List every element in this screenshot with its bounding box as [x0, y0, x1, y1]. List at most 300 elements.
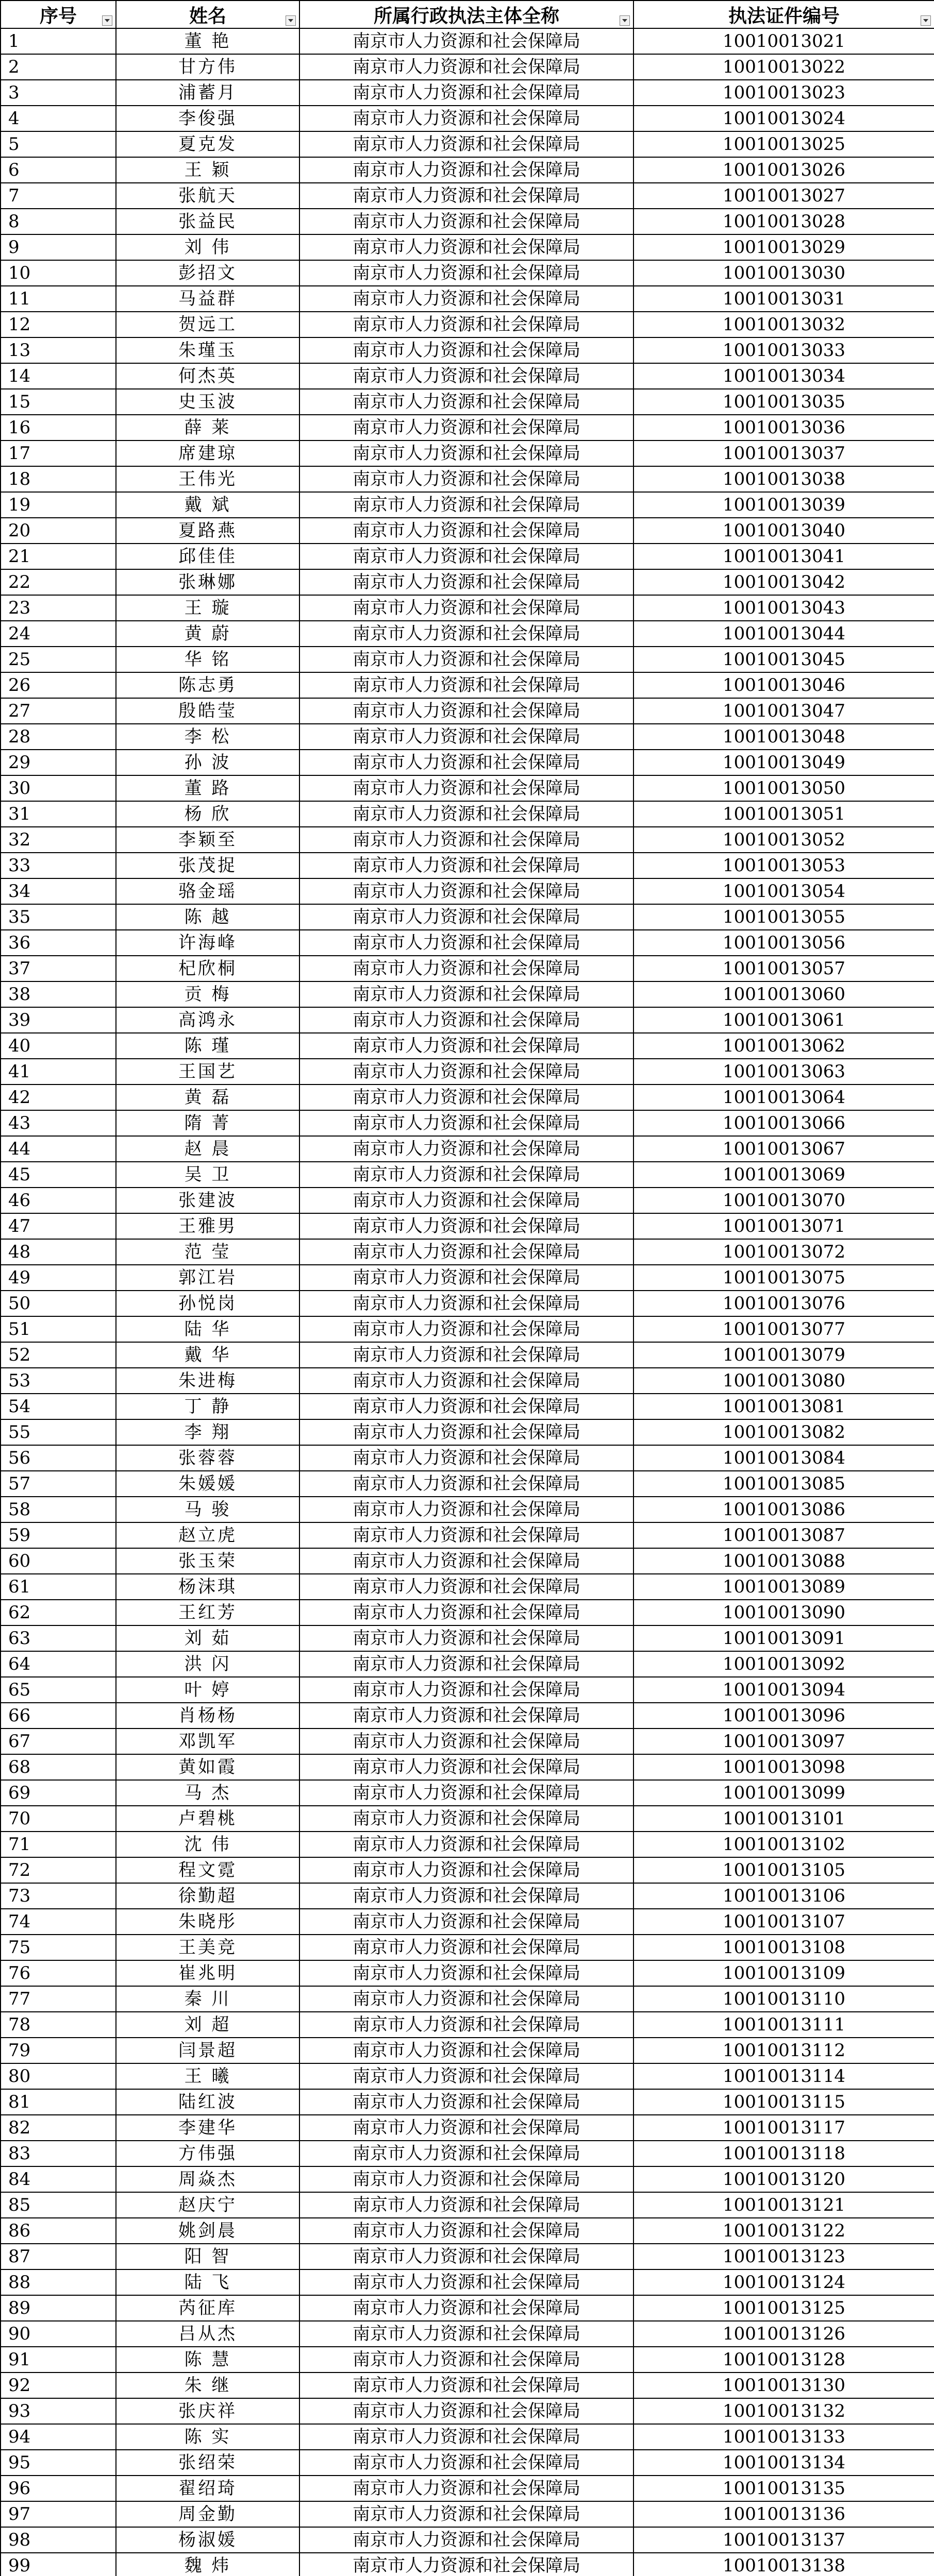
table-row: [1, 2038, 934, 2063]
cell-seq: 5: [1, 131, 116, 157]
table-row: [1, 724, 934, 750]
header-name-label: 姓名: [189, 5, 226, 27]
cell-agency: 南京市人力资源和社会保障局: [299, 106, 633, 131]
table-row: [1, 1806, 934, 1832]
cell-name: 杨淑媛: [116, 2527, 299, 2553]
cell-seq: 35: [1, 904, 116, 930]
cell-seq: 25: [1, 647, 116, 672]
table-row: [1, 1703, 934, 1728]
cell-cert: 10010013092: [633, 1651, 934, 1677]
cell-name: 肖杨杨: [116, 1703, 299, 1728]
cell-name: 甘方伟: [116, 54, 299, 80]
cell-agency: 南京市人力资源和社会保障局: [299, 1548, 633, 1574]
table-row: [1, 2141, 934, 2166]
cell-agency: 南京市人力资源和社会保障局: [299, 672, 633, 698]
cell-agency: 南京市人力资源和社会保障局: [299, 1960, 633, 1986]
cell-cert: 10010013084: [633, 1445, 934, 1471]
cell-name: 彭招文: [116, 260, 299, 286]
cell-name: 芮征库: [116, 2295, 299, 2321]
cell-cert: 10010013138: [633, 2553, 934, 2576]
table-row: [1, 1935, 934, 1960]
cell-cert: 10010013023: [633, 80, 934, 106]
cell-seq: 58: [1, 1497, 116, 1522]
table-row: [1, 80, 934, 106]
table-row: [1, 54, 934, 80]
cell-cert: 10010013044: [633, 621, 934, 647]
cell-seq: 4: [1, 106, 116, 131]
cell-agency: 南京市人力资源和社会保障局: [299, 2141, 633, 2166]
cell-agency: 南京市人力资源和社会保障局: [299, 389, 633, 415]
cell-agency: 南京市人力资源和社会保障局: [299, 28, 633, 54]
cell-seq: 81: [1, 2089, 116, 2115]
cell-name: 马益群: [116, 286, 299, 312]
cell-cert: 10010013076: [633, 1291, 934, 1316]
cell-name: 杨沫琪: [116, 1574, 299, 1600]
table-row: [1, 2450, 934, 2476]
cell-agency: 南京市人力资源和社会保障局: [299, 1291, 633, 1316]
cell-seq: 30: [1, 775, 116, 801]
table-row: [1, 1522, 934, 1548]
cell-agency: 南京市人力资源和社会保障局: [299, 1110, 633, 1136]
cell-agency: 南京市人力资源和社会保障局: [299, 2192, 633, 2218]
cell-name: 张玉荣: [116, 1548, 299, 1574]
cell-cert: 10010013041: [633, 544, 934, 569]
table-row: [1, 2321, 934, 2347]
cell-agency: 南京市人力资源和社会保障局: [299, 853, 633, 878]
cell-cert: 10010013111: [633, 2012, 934, 2038]
cell-agency: 南京市人力资源和社会保障局: [299, 183, 633, 209]
cell-seq: 39: [1, 1007, 116, 1033]
cell-agency: 南京市人力资源和社会保障局: [299, 1651, 633, 1677]
cell-agency: 南京市人力资源和社会保障局: [299, 569, 633, 595]
cell-agency: 南京市人力资源和社会保障局: [299, 2372, 633, 2398]
cell-name: 朱晓彤: [116, 1909, 299, 1935]
cell-name: 董 路: [116, 775, 299, 801]
cell-name: 许海峰: [116, 930, 299, 956]
cell-cert: 10010013072: [633, 1239, 934, 1265]
cell-agency: 南京市人力资源和社会保障局: [299, 2218, 633, 2244]
cell-name: 叶 婷: [116, 1677, 299, 1703]
cell-agency: 南京市人力资源和社会保障局: [299, 647, 633, 672]
cell-agency: 南京市人力资源和社会保障局: [299, 1239, 633, 1265]
cell-cert: 10010013033: [633, 337, 934, 363]
table-row: [1, 1986, 934, 2012]
cell-name: 浦蓄月: [116, 80, 299, 106]
table-row: [1, 337, 934, 363]
cell-agency: 南京市人力资源和社会保障局: [299, 2321, 633, 2347]
cell-name: 魏 炜: [116, 2553, 299, 2576]
table-row: [1, 569, 934, 595]
cell-seq: 2: [1, 54, 116, 80]
cell-agency: 南京市人力资源和社会保障局: [299, 2501, 633, 2527]
cell-seq: 27: [1, 698, 116, 724]
cell-cert: 10010013125: [633, 2295, 934, 2321]
table-row: [1, 2244, 934, 2269]
cell-seq: 99: [1, 2553, 116, 2576]
cell-name: 陆红波: [116, 2089, 299, 2115]
cell-name: 骆金瑶: [116, 878, 299, 904]
table-row: [1, 1162, 934, 1188]
cell-seq: 51: [1, 1316, 116, 1342]
table-row: [1, 1883, 934, 1909]
table-row: [1, 1574, 934, 1600]
cell-cert: 10010013060: [633, 981, 934, 1007]
table-row: [1, 1832, 934, 1857]
filter-dropdown-icon[interactable]: [102, 15, 112, 26]
cell-name: 朱 继: [116, 2372, 299, 2398]
cell-name: 阳 智: [116, 2244, 299, 2269]
cell-agency: 南京市人力资源和社会保障局: [299, 518, 633, 544]
cell-seq: 54: [1, 1394, 116, 1419]
cell-cert: 10010013086: [633, 1497, 934, 1522]
table-row: [1, 1625, 934, 1651]
cell-name: 赵庆宁: [116, 2192, 299, 2218]
cell-cert: 10010013099: [633, 1780, 934, 1806]
table-row: [1, 853, 934, 878]
cell-seq: 66: [1, 1703, 116, 1728]
cell-cert: 10010013128: [633, 2347, 934, 2372]
cell-seq: 48: [1, 1239, 116, 1265]
table-row: [1, 2089, 934, 2115]
cell-name: 张绍荣: [116, 2450, 299, 2476]
cell-seq: 49: [1, 1265, 116, 1291]
cell-seq: 40: [1, 1033, 116, 1059]
cell-seq: 34: [1, 878, 116, 904]
cell-cert: 10010013063: [633, 1059, 934, 1084]
cell-name: 隋 菁: [116, 1110, 299, 1136]
cell-cert: 10010013037: [633, 440, 934, 466]
cell-seq: 77: [1, 1986, 116, 2012]
cell-seq: 24: [1, 621, 116, 647]
cell-name: 陆 飞: [116, 2269, 299, 2295]
cell-name: 程文霓: [116, 1857, 299, 1883]
cell-cert: 10010013045: [633, 647, 934, 672]
cell-cert: 10010013090: [633, 1600, 934, 1625]
cell-agency: 南京市人力资源和社会保障局: [299, 2527, 633, 2553]
cell-agency: 南京市人力资源和社会保障局: [299, 1986, 633, 2012]
table-row: [1, 1677, 934, 1703]
cell-agency: 南京市人力资源和社会保障局: [299, 1806, 633, 1832]
cell-name: 王 璇: [116, 595, 299, 621]
cell-name: 史玉波: [116, 389, 299, 415]
cell-seq: 8: [1, 209, 116, 234]
cell-name: 陆 华: [116, 1316, 299, 1342]
cell-cert: 10010013130: [633, 2372, 934, 2398]
cell-name: 朱媛媛: [116, 1471, 299, 1497]
cell-name: 戴 斌: [116, 492, 299, 518]
cell-cert: 10010013134: [633, 2450, 934, 2476]
table-row: [1, 1342, 934, 1368]
cell-cert: 10010013067: [633, 1136, 934, 1162]
table-row: [1, 1651, 934, 1677]
cell-cert: 10010013040: [633, 518, 934, 544]
table-row: [1, 2347, 934, 2372]
cell-seq: 88: [1, 2269, 116, 2295]
cell-agency: 南京市人力资源和社会保障局: [299, 131, 633, 157]
cell-name: 邱佳佳: [116, 544, 299, 569]
cell-seq: 69: [1, 1780, 116, 1806]
filter-dropdown-icon[interactable]: [286, 15, 296, 26]
cell-seq: 73: [1, 1883, 116, 1909]
cell-agency: 南京市人力资源和社会保障局: [299, 415, 633, 440]
cell-agency: 南京市人力资源和社会保障局: [299, 2166, 633, 2192]
cell-agency: 南京市人力资源和社会保障局: [299, 2476, 633, 2501]
cell-seq: 36: [1, 930, 116, 956]
cell-cert: 10010013056: [633, 930, 934, 956]
cell-agency: 南京市人力资源和社会保障局: [299, 775, 633, 801]
cell-seq: 55: [1, 1419, 116, 1445]
table-row: [1, 1033, 934, 1059]
cell-seq: 17: [1, 440, 116, 466]
cell-name: 方伟强: [116, 2141, 299, 2166]
cell-name: 李 松: [116, 724, 299, 750]
cell-cert: 10010013039: [633, 492, 934, 518]
cell-name: 杨 欣: [116, 801, 299, 827]
header-agency: [299, 1, 633, 28]
cell-agency: 南京市人力资源和社会保障局: [299, 544, 633, 569]
cell-seq: 85: [1, 2192, 116, 2218]
cell-seq: 41: [1, 1059, 116, 1084]
cell-cert: 10010013024: [633, 106, 934, 131]
cell-cert: 10010013108: [633, 1935, 934, 1960]
cell-cert: 10010013082: [633, 1419, 934, 1445]
cell-name: 殷皓莹: [116, 698, 299, 724]
cell-seq: 62: [1, 1600, 116, 1625]
cell-name: 郭江岩: [116, 1265, 299, 1291]
cell-cert: 10010013105: [633, 1857, 934, 1883]
cell-agency: 南京市人力资源和社会保障局: [299, 2038, 633, 2063]
table-row: [1, 2192, 934, 2218]
table-row: [1, 131, 934, 157]
cell-cert: 10010013032: [633, 312, 934, 337]
cell-cert: 10010013137: [633, 2527, 934, 2553]
cell-agency: 南京市人力资源和社会保障局: [299, 2450, 633, 2476]
cell-cert: 10010013102: [633, 1832, 934, 1857]
cell-seq: 32: [1, 827, 116, 853]
table-row: [1, 1548, 934, 1574]
cell-name: 沈 伟: [116, 1832, 299, 1857]
table-row: [1, 827, 934, 853]
cell-cert: 10010013133: [633, 2424, 934, 2450]
cell-seq: 76: [1, 1960, 116, 1986]
cell-seq: 65: [1, 1677, 116, 1703]
cell-cert: 10010013064: [633, 1084, 934, 1110]
cell-seq: 63: [1, 1625, 116, 1651]
cell-cert: 10010013070: [633, 1188, 934, 1213]
cell-agency: 南京市人力资源和社会保障局: [299, 1188, 633, 1213]
cell-cert: 10010013091: [633, 1625, 934, 1651]
cell-seq: 97: [1, 2501, 116, 2527]
table-row: [1, 157, 934, 183]
cell-name: 张航天: [116, 183, 299, 209]
header-agency-label: 所属行政执法主体全称: [373, 5, 559, 27]
table-row: [1, 1007, 934, 1033]
table-row: [1, 2527, 934, 2553]
cell-agency: 南京市人力资源和社会保障局: [299, 1136, 633, 1162]
cell-seq: 92: [1, 2372, 116, 2398]
cell-cert: 10010013051: [633, 801, 934, 827]
cell-agency: 南京市人力资源和社会保障局: [299, 2398, 633, 2424]
cell-name: 何杰英: [116, 363, 299, 389]
cell-seq: 98: [1, 2527, 116, 2553]
cell-name: 华 铭: [116, 647, 299, 672]
cell-agency: 南京市人力资源和社会保障局: [299, 1162, 633, 1188]
cell-name: 陈 实: [116, 2424, 299, 2450]
cell-agency: 南京市人力资源和社会保障局: [299, 492, 633, 518]
cell-name: 刘 超: [116, 2012, 299, 2038]
table-row: [1, 389, 934, 415]
cell-name: 卢碧桃: [116, 1806, 299, 1832]
cell-agency: 南京市人力资源和社会保障局: [299, 1780, 633, 1806]
cell-name: 张茂捉: [116, 853, 299, 878]
cell-name: 周金勤: [116, 2501, 299, 2527]
cell-cert: 10010013022: [633, 54, 934, 80]
cell-seq: 53: [1, 1368, 116, 1394]
cell-name: 王国艺: [116, 1059, 299, 1084]
cell-seq: 72: [1, 1857, 116, 1883]
table-row: [1, 801, 934, 827]
header-row: [1, 1, 934, 28]
cell-seq: 89: [1, 2295, 116, 2321]
cell-seq: 18: [1, 466, 116, 492]
table-row: [1, 2115, 934, 2141]
table-row: [1, 2012, 934, 2038]
table-row: [1, 1909, 934, 1935]
cell-cert: 10010013080: [633, 1368, 934, 1394]
table-row: [1, 956, 934, 981]
table-row: [1, 930, 934, 956]
cell-cert: 10010013034: [633, 363, 934, 389]
table-row: [1, 440, 934, 466]
cell-name: 李颖至: [116, 827, 299, 853]
header-seq: [1, 1, 116, 28]
cell-cert: 10010013062: [633, 1033, 934, 1059]
cell-cert: 10010013106: [633, 1883, 934, 1909]
cell-cert: 10010013035: [633, 389, 934, 415]
cell-cert: 10010013043: [633, 595, 934, 621]
cell-agency: 南京市人力资源和社会保障局: [299, 260, 633, 286]
cell-agency: 南京市人力资源和社会保障局: [299, 1857, 633, 1883]
cell-name: 徐勤超: [116, 1883, 299, 1909]
cell-seq: 79: [1, 2038, 116, 2063]
cell-seq: 52: [1, 1342, 116, 1368]
cell-agency: 南京市人力资源和社会保障局: [299, 1497, 633, 1522]
cell-agency: 南京市人力资源和社会保障局: [299, 2012, 633, 2038]
table-row: [1, 1471, 934, 1497]
cell-seq: 21: [1, 544, 116, 569]
table-row: [1, 2372, 934, 2398]
cell-seq: 19: [1, 492, 116, 518]
cell-cert: 10010013047: [633, 698, 934, 724]
cell-seq: 71: [1, 1832, 116, 1857]
table-body: [1, 28, 934, 2576]
cell-cert: 10010013123: [633, 2244, 934, 2269]
table-row: [1, 1394, 934, 1419]
cell-cert: 10010013021: [633, 28, 934, 54]
cell-agency: 南京市人力资源和社会保障局: [299, 157, 633, 183]
cell-name: 黄 蔚: [116, 621, 299, 647]
cell-seq: 96: [1, 2476, 116, 2501]
table-row: [1, 750, 934, 775]
table-row: [1, 1265, 934, 1291]
cell-seq: 91: [1, 2347, 116, 2372]
cell-agency: 南京市人力资源和社会保障局: [299, 1265, 633, 1291]
cell-seq: 28: [1, 724, 116, 750]
cell-cert: 10010013081: [633, 1394, 934, 1419]
table-row: [1, 286, 934, 312]
cell-agency: 南京市人力资源和社会保障局: [299, 1600, 633, 1625]
table-row: [1, 2063, 934, 2089]
table-row: [1, 1445, 934, 1471]
cell-cert: 10010013069: [633, 1162, 934, 1188]
cell-cert: 10010013121: [633, 2192, 934, 2218]
cell-seq: 94: [1, 2424, 116, 2450]
cell-cert: 10010013053: [633, 853, 934, 878]
table-row: [1, 1291, 934, 1316]
cell-seq: 29: [1, 750, 116, 775]
cell-agency: 南京市人力资源和社会保障局: [299, 2244, 633, 2269]
cell-seq: 44: [1, 1136, 116, 1162]
cell-seq: 60: [1, 1548, 116, 1574]
table-row: [1, 1239, 934, 1265]
cell-name: 马 杰: [116, 1780, 299, 1806]
cell-name: 陈 越: [116, 904, 299, 930]
cell-agency: 南京市人力资源和社会保障局: [299, 827, 633, 853]
header-cert-label: 执法证件编号: [728, 5, 840, 27]
cell-name: 王 曦: [116, 2063, 299, 2089]
cell-name: 董 艳: [116, 28, 299, 54]
cell-cert: 10010013029: [633, 234, 934, 260]
cell-name: 刘 伟: [116, 234, 299, 260]
table-row: [1, 466, 934, 492]
cell-agency: 南京市人力资源和社会保障局: [299, 363, 633, 389]
cell-seq: 95: [1, 2450, 116, 2476]
cell-name: 李俊强: [116, 106, 299, 131]
cell-seq: 43: [1, 1110, 116, 1136]
table-row: [1, 312, 934, 337]
cell-agency: 南京市人力资源和社会保障局: [299, 286, 633, 312]
cell-seq: 37: [1, 956, 116, 981]
filter-dropdown-icon[interactable]: [921, 15, 931, 26]
cell-cert: 10010013038: [633, 466, 934, 492]
cell-name: 张蓉蓉: [116, 1445, 299, 1471]
cell-name: 周焱杰: [116, 2166, 299, 2192]
cell-cert: 10010013057: [633, 956, 934, 981]
cell-name: 姚剑晨: [116, 2218, 299, 2244]
cell-cert: 10010013097: [633, 1728, 934, 1754]
cell-cert: 10010013028: [633, 209, 934, 234]
table-row: [1, 1728, 934, 1754]
cell-agency: 南京市人力资源和社会保障局: [299, 2089, 633, 2115]
cell-cert: 10010013094: [633, 1677, 934, 1703]
cell-agency: 南京市人力资源和社会保障局: [299, 904, 633, 930]
table-row: [1, 621, 934, 647]
cell-seq: 57: [1, 1471, 116, 1497]
cell-seq: 67: [1, 1728, 116, 1754]
cell-seq: 38: [1, 981, 116, 1007]
table-row: [1, 544, 934, 569]
cell-agency: 南京市人力资源和社会保障局: [299, 1445, 633, 1471]
cell-name: 马 骏: [116, 1497, 299, 1522]
cell-name: 王 颖: [116, 157, 299, 183]
filter-dropdown-icon[interactable]: [620, 15, 630, 26]
cell-name: 黄 磊: [116, 1084, 299, 1110]
cell-cert: 10010013046: [633, 672, 934, 698]
cell-cert: 10010013118: [633, 2141, 934, 2166]
cell-agency: 南京市人力资源和社会保障局: [299, 1033, 633, 1059]
header-cert: [633, 1, 934, 28]
table-row: [1, 1600, 934, 1625]
